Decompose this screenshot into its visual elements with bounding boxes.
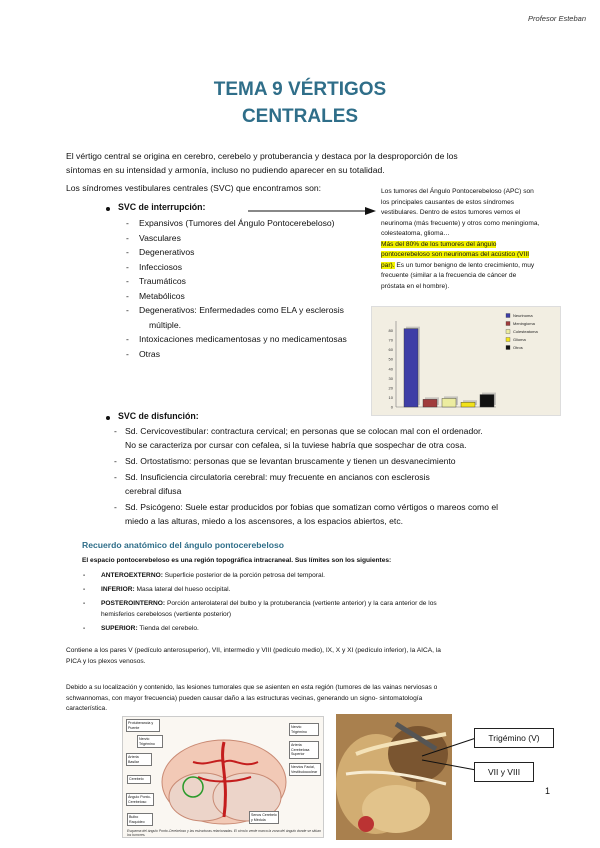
anatomy-location: Debido a su localización y contenido, las lesiones tumorales que se asienten en esta región (tumores de las vainas nerviosas o schwannomas, con mayor frecuencia) pueden causar daño a las estructuras vecinas, generando un signo- sintomatología característica. xyxy=(66,684,438,712)
highlight-text: par). xyxy=(381,261,395,269)
list-item: - Sd. Cervicovestibular: contractura cervical; en personas que se colocan mal con el ordenador. xyxy=(114,426,483,436)
svc-dysfunction-heading: SVC de disfunción: xyxy=(118,411,199,421)
legend-label: Neurinoma xyxy=(513,313,533,318)
pointer-lines-icon xyxy=(420,730,480,774)
figure-label: Protuberancia y Puente xyxy=(126,719,160,732)
legend-swatch xyxy=(506,338,510,342)
label-vii-viii: VII y VIII xyxy=(474,762,534,782)
list-item-cont: hemisferios cerebelosos (vertiente posterior) xyxy=(101,611,232,618)
figure-label: Nervios Facial, Vestibulococlear xyxy=(289,763,321,776)
legend-label: Colesteatoma xyxy=(513,329,538,334)
legend-swatch xyxy=(506,314,510,318)
highlight-text: Más del 80% de los tumores del ángulo xyxy=(381,240,497,248)
y-tick-label: 50 xyxy=(388,356,393,362)
intro-line2: síntomas en su intensidad y armonía, incluso no pudiendo aparecer en su totalidad. xyxy=(66,165,385,175)
svc-interruption-heading: SVC de interrupción: xyxy=(118,202,206,212)
list-item: - Sd. Psicógeno: Suele estar producidos por fobias que somatizan como vértigos o mareos como el xyxy=(114,502,499,512)
list-item: - Vasculares xyxy=(126,232,181,243)
figure-label: Arteria Cerebelosa Superior xyxy=(289,741,319,759)
legend-label: Glioma xyxy=(513,337,526,342)
y-tick-label: 60 xyxy=(388,347,393,353)
figure-label: Senos Cerebelo y Médula xyxy=(249,811,279,824)
y-tick-label: 80 xyxy=(388,328,393,334)
bar-neurinoma xyxy=(404,329,418,407)
page-number: 1 xyxy=(545,786,551,796)
list-item-cont: miedo a las alturas, miedo a los ascensores, a los espacios abiertos, etc. xyxy=(125,516,404,526)
legend-swatch xyxy=(506,322,510,326)
y-tick-label: 30 xyxy=(388,375,393,381)
bar-glioma xyxy=(461,402,475,407)
header-author: Profesor Esteban xyxy=(528,14,586,23)
list-item: - Metabólicos xyxy=(126,290,185,301)
svc-dysfunction-list xyxy=(114,425,545,528)
side-note: Los tumores del Ángulo Pontocerebeloso (APC) son los principales causantes de estos síndromes vestibulares. Dentro de estos tumores vemos el neurinoma (más frecuente) y otros como meningioma, colesteatoma, glioma… Más del 80% de los tumores del ángulo pontocerebeloso son neurinomas del acústico (VIII par). Es un tumor benigno de lento crecimiento, muy frecuente (similar a la frecuencia de cáncer de próstata en el hombre). xyxy=(381,188,540,290)
figure-label: Ángulo Ponto-Cerebeloso xyxy=(126,793,154,806)
figure-label: Cerebelo xyxy=(127,775,151,784)
page-title-line1: TEMA 9 VÉRTIGOS xyxy=(213,79,387,100)
list-item-cont: No se caracteriza por cursar con cefalea, si la tuviese habría que sospechar de otra cosa. xyxy=(125,440,467,450)
highlight-text: pontocerebeloso son neurinomas del acústico (VIII xyxy=(381,251,530,258)
anatomy-figure-left xyxy=(122,716,324,838)
list-item: - Traumáticos xyxy=(126,276,186,286)
figure-label: Arteria Basilar xyxy=(126,753,152,766)
intro-svc: Los síndromes vestibulares centrales (SVC) que encontramos son: xyxy=(66,183,322,193)
label-trigemino: Trigémino (V) xyxy=(474,728,554,748)
list-item: - POSTEROINTERNO: Porción anterolateral del bulbo y la protuberancia (vertiente anterior) y la cara anterior de los xyxy=(83,600,437,607)
anatomy-limits xyxy=(83,570,571,634)
list-item-cont: cerebral difusa xyxy=(125,486,182,496)
bullet-dot xyxy=(106,416,110,420)
list-item: - Degenerativos: Enfermedades como ELA y esclerosis xyxy=(126,305,344,315)
y-tick-label: 10 xyxy=(388,394,393,400)
intro-line1: El vértigo central se origina en cerebro, cerebelo y protuberancia y destaca por la desproporción de los xyxy=(66,151,458,161)
list-item: - ANTEROEXTERNO: Superficie posterior de la porción petrosa del temporal. xyxy=(83,572,325,579)
bullet-dot xyxy=(106,207,110,211)
list-item: - Degenerativos xyxy=(126,247,195,257)
figure-label: Nervio Trigémino xyxy=(289,723,319,736)
bar-colesteatoma xyxy=(442,398,456,407)
y-tick-label: 0 xyxy=(390,404,393,410)
page-title-line2: CENTRALES xyxy=(241,106,359,127)
chart-svg xyxy=(372,307,562,417)
figure-label: Nervio Trigémino xyxy=(137,735,163,748)
list-item-cont: múltiple. xyxy=(149,319,181,330)
bar-otros xyxy=(480,395,494,407)
legend-swatch xyxy=(506,346,510,350)
legend-swatch xyxy=(506,330,510,334)
bar-meningioma xyxy=(423,399,437,407)
y-tick-label: 40 xyxy=(388,366,393,372)
figure-caption: Esquema del ángulo Ponto-Cerebeloso y las estructuras relacionadas. El círculo verde marca la zona del ángulo donde se sitúan los tumores. xyxy=(127,829,321,837)
anatomy-contents: Contiene a los pares V (pedículo anterosuperior), VII, intermedio y VIII (pedículo medio), IX, X y XI (pedículo inferior), la AICA, la PICA y los plexos venosos. xyxy=(66,647,441,665)
figure-label: Bulbo Raquídeo xyxy=(127,813,153,826)
legend-label: Meningioma xyxy=(513,321,535,326)
list-item: - Infecciosos xyxy=(126,261,182,272)
anatomy-heading: Recuerdo anatómico del ángulo pontocerebeloso xyxy=(82,540,284,550)
tumor-bar-chart xyxy=(371,306,561,416)
legend-label: Otros xyxy=(513,345,523,350)
list-item: - Intoxicaciones medicamentosas y no medicamentosas xyxy=(126,334,347,344)
list-item: - SUPERIOR: Tienda del cerebelo. xyxy=(83,625,199,632)
list-item: - Sd. Insuficiencia circulatoria cerebral: muy frecuente en ancianos con esclerosis xyxy=(114,472,430,482)
list-item: - Expansivos (Tumores del Ángulo Pontocerebeloso) xyxy=(126,218,335,228)
svc-interruption-list xyxy=(126,216,399,361)
list-item: - Sd. Ortostatismo: personas que se levantan bruscamente y tienen un desvanecimiento xyxy=(114,456,456,466)
anatomy-intro: El espacio pontocerebeloso es una región topográfica intracraneal. Sus límites son los siguientes: xyxy=(82,557,392,564)
list-item: - Otras xyxy=(126,348,161,359)
list-item: - INFERIOR: Masa lateral del hueso occipital. xyxy=(83,586,231,593)
y-tick-label: 70 xyxy=(388,337,393,343)
y-tick-label: 20 xyxy=(388,385,393,391)
